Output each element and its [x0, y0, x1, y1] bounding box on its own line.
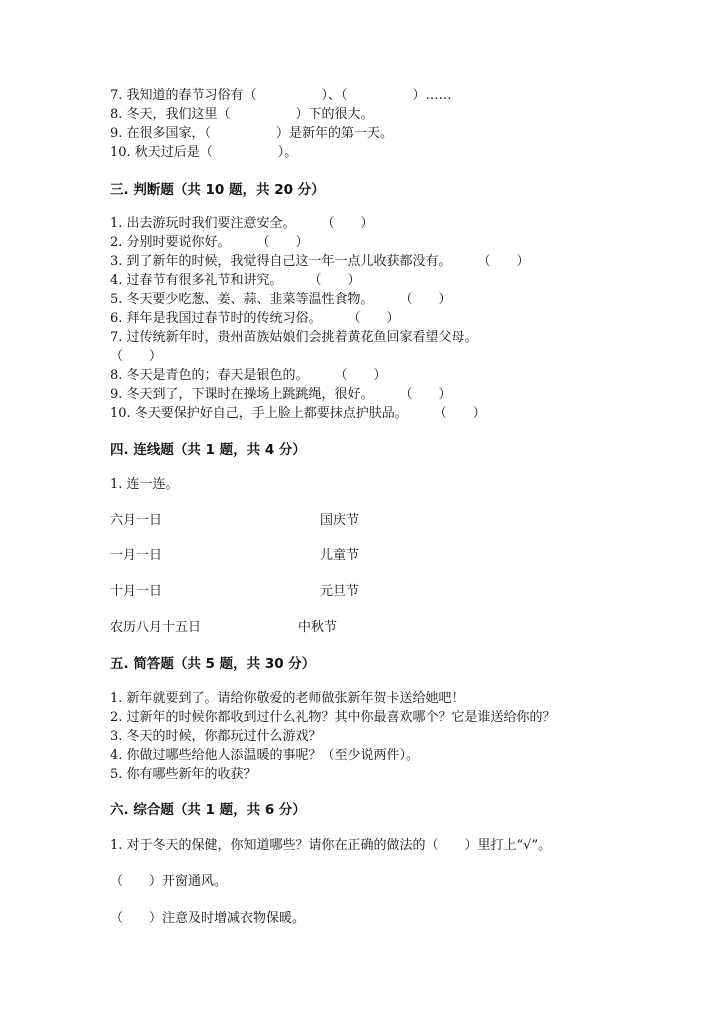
judge-item-6: 6. 拜年是我国过春节时的传统习俗。 （ ）: [110, 311, 400, 326]
short-item-3: 3. 冬天的时候，你都玩过什么游戏？: [110, 729, 322, 744]
match-left-2: 一月一日: [110, 548, 163, 563]
match-right-3: 元旦节: [320, 584, 360, 599]
judge-item-2: 2. 分别时要说你好。 （ ）: [110, 235, 309, 250]
section3-title: 三. 判断题（共 10 题，共 20 分）: [110, 182, 325, 198]
match-right-2: 儿童节: [320, 548, 360, 563]
judge-item-7: 7. 过传统新年时，贵州苗族姑娘们会挑着黄花鱼回家看望父母。: [110, 330, 478, 345]
short-item-2: 2. 过新年的时候你都收到过什么礼物？其中你最喜欢哪个？它是谁送给你的？: [110, 710, 556, 725]
judge-item-5: 5. 冬天要少吃葱、姜、蒜、韭菜等温性食物。 （ ）: [110, 292, 452, 307]
fill-item-7: 7. 我知道的春节习俗有（ ）、（ ）……: [110, 88, 452, 103]
judge-item-4: 4. 过春节有很多礼节和讲究。 （ ）: [110, 273, 361, 288]
fill-item-9: 9. 在很多国家，（ ）是新年的第一天。: [110, 126, 394, 141]
match-left-4: 农历八月十五日: [110, 620, 202, 635]
short-item-5: 5. 你有哪些新年的收获？: [110, 767, 257, 782]
judge-item-7-bracket: （ ）: [110, 349, 163, 364]
fill-item-8: 8. 冬天，我们这里（ ）下的很大。: [110, 107, 374, 122]
section5-title: 五. 简答题（共 5 题，共 30 分）: [110, 656, 316, 672]
fill-item-10: 10. 秋天过后是（ ）。: [110, 145, 298, 160]
judge-item-8: 8. 冬天是青色的；春天是银色的。 （ ）: [110, 368, 387, 383]
match-left-3: 十月一日: [110, 584, 163, 599]
match-right-1: 国庆节: [320, 513, 360, 528]
combo-option-2: （ ）注意及时增减衣物保暖。: [110, 911, 306, 926]
judge-item-10: 10. 冬天要保护好自己，手上脸上都要抹点护肤品。 （ ）: [110, 406, 486, 421]
short-item-1: 1. 新年就要到了。请给你敬爱的老师做张新年贺卡送给她吧！: [110, 691, 465, 706]
match-question: 1. 连一连。: [110, 477, 179, 492]
judge-item-1: 1. 出去游玩时我们要注意安全。 （ ）: [110, 216, 374, 231]
short-item-4: 4. 你做过哪些给他人添温暖的事呢？（至少说两件）。: [110, 748, 420, 763]
judge-item-9: 9. 冬天到了，下课时在操场上跳跳绳，很好。 （ ）: [110, 387, 452, 402]
match-right-4: 中秋节: [298, 620, 338, 635]
combo-question: 1. 对于冬天的保健，你知道哪些？请你在正确的做法的（ ）里打上“√”。: [110, 838, 552, 853]
combo-option-1: （ ）开窗通风。: [110, 874, 228, 889]
section6-title: 六. 综合题（共 1 题，共 6 分）: [110, 802, 306, 818]
match-left-1: 六月一日: [110, 513, 163, 528]
judge-item-3: 3. 到了新年的时候，我觉得自己这一年一点儿收获都没有。 （ ）: [110, 254, 530, 269]
section4-title: 四. 连线题（共 1 题，共 4 分）: [110, 442, 306, 458]
